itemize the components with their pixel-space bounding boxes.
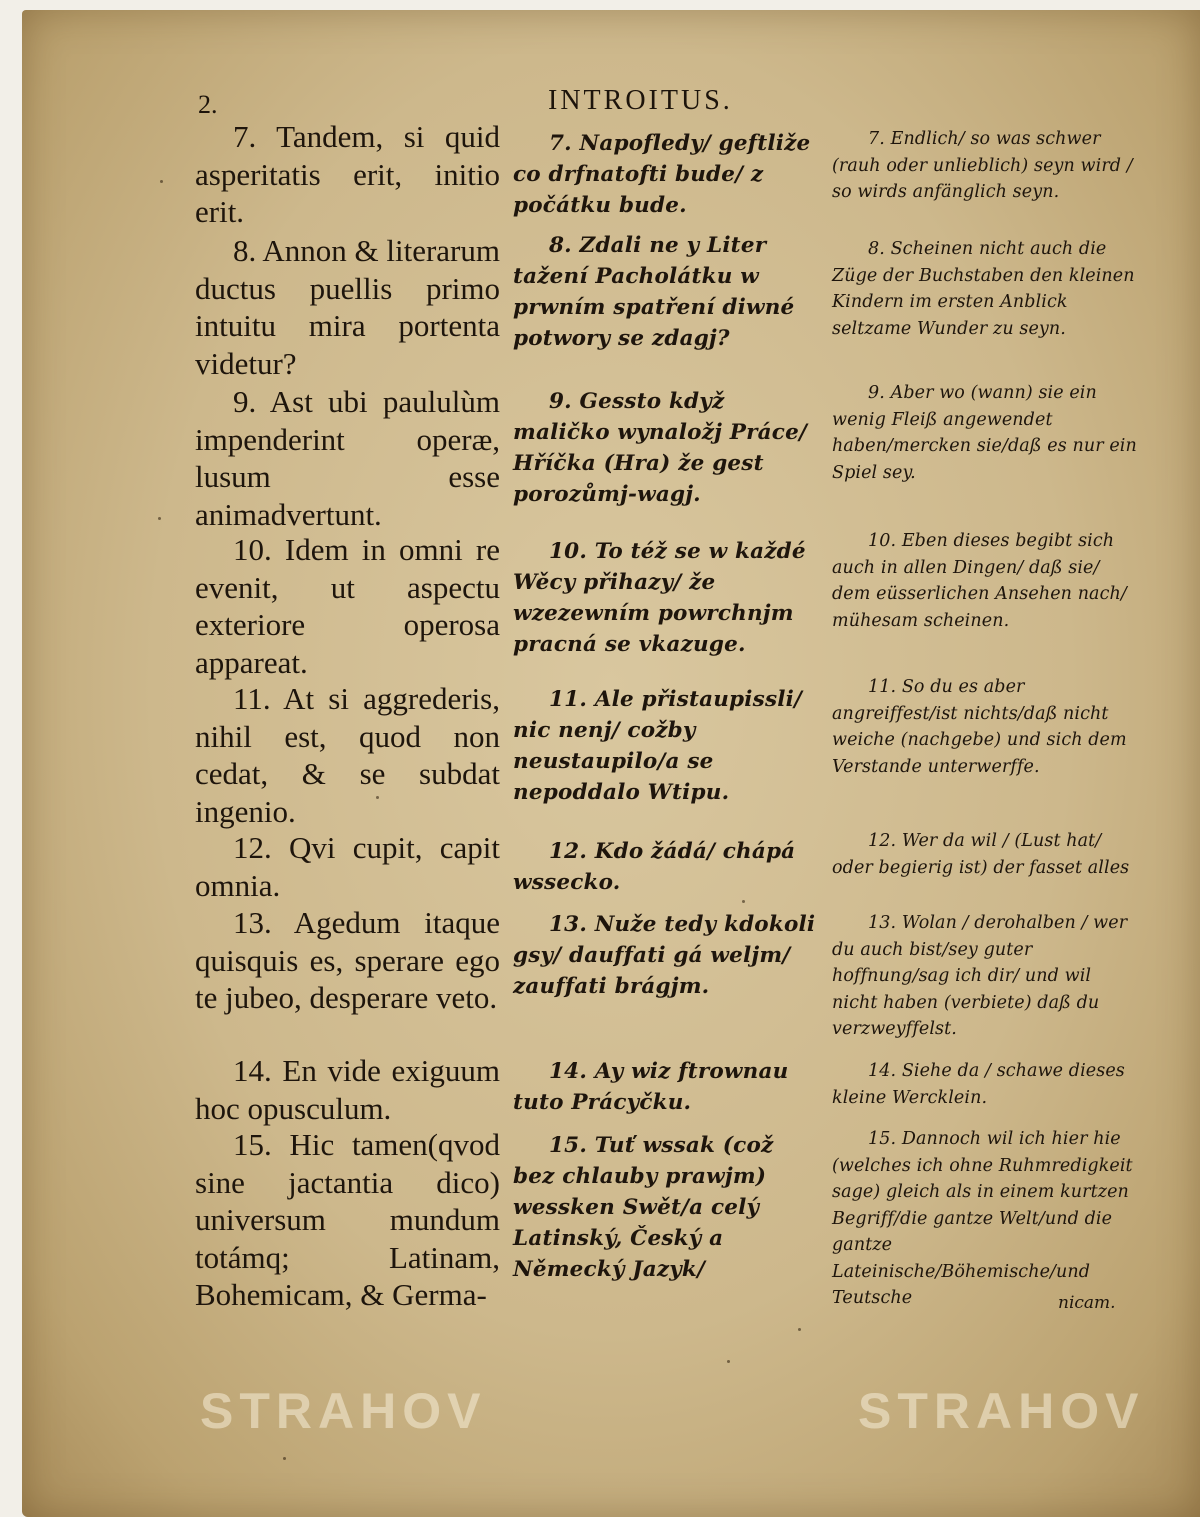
paragraph-text: Hic tamen(qvod sine jactantia dico) universum mundum totámq; Latinam, Bohemicam, & Germa- (195, 1127, 501, 1312)
library-watermark: STRAHOV (858, 1383, 1145, 1439)
page-number: 2. (198, 90, 218, 119)
paragraph-number: 11. (233, 681, 271, 716)
paragraph-number: 9. (549, 389, 572, 414)
paragraph-text: So du es aber angreiffest/ist nichts/daß nicht weiche (nachgebe) und sich dem Verstande unterwerffe. (832, 677, 1127, 777)
paragraph-text: Agedum itaque quisquis es, sperare ego te jubeo, desperare veto. (195, 905, 500, 1015)
paragraph-number: 15. (549, 1133, 588, 1158)
paragraph-number: 10. (233, 532, 272, 567)
paragraph-number: 13. (868, 913, 897, 933)
paragraph-number: 12. (868, 831, 897, 851)
paragraph-number: 11. (868, 677, 897, 697)
czech-paragraph-8 (513, 230, 818, 354)
paragraph-text: Qvi cupit, capit omnia. (195, 830, 501, 903)
paragraph-number: 7. (868, 129, 885, 149)
german-paragraph-10 (832, 528, 1140, 634)
paragraph-text: Tuť wssak (což bez chlauby prawjm) wessken Swět/a celý Latinský, Český a Německý Jazyk/ (513, 1133, 774, 1282)
czech-paragraph-10 (513, 536, 818, 660)
paragraph-text: Ast ubi paululùm impenderint operæ, lusum esse animadvertunt. (195, 384, 500, 532)
german-paragraph-7 (832, 126, 1140, 206)
paragraph-number: 13. (233, 905, 272, 940)
paragraph-text: To též se w každé Wěcy přihazy/ že wzezewním powrchnjm pracná se vkazuge. (513, 539, 806, 657)
paragraph-text: Tandem, si quid asperitatis erit, initio erit. (195, 119, 500, 229)
german-paragraph-8 (832, 236, 1140, 342)
paragraph-text: Aber wo (wann) sie ein wenig Fleiß angewendet haben/mercken sie/daß es nur ein Spiel sey. (832, 383, 1137, 483)
paragraph-text: Gessto když maličko wynaložj Práce/ Hříčka (Hra) že gest porozůmj-wagj. (513, 389, 808, 507)
paragraph-number: 12. (233, 830, 272, 865)
paragraph-number: 14. (233, 1053, 272, 1088)
running-head: INTROITUS. (548, 85, 733, 116)
paragraph-number: 10. (868, 531, 897, 551)
paragraph-number: 11. (549, 687, 588, 712)
paragraph-text: Annon & literarum ductus puellis primo intuitu mira portenta videtur? (195, 233, 500, 381)
paragraph-number: 15. (233, 1127, 272, 1162)
paragraph-number: 12. (549, 839, 588, 864)
latin-paragraph-13 (195, 904, 500, 1017)
paragraph-text: Eben dieses begibt sich auch in allen Dingen/ daß sie/ dem eüsserlichen Ansehen nach/ mühesam scheinen. (832, 531, 1127, 631)
paragraph-text: Ay wiz ftrownau tuto Prácyčku. (513, 1059, 789, 1115)
czech-paragraph-9 (513, 386, 818, 510)
paragraph-text: Nuže tedy kdokoli gsy/ dauffati gá weljm/ zauffati brágjm. (513, 912, 816, 999)
latin-paragraph-11 (195, 680, 500, 830)
paragraph-text: Scheinen nicht auch die Züge der Buchstaben den kleinen Kindern im ersten Anblick seltzame Wunder zu seyn. (832, 239, 1135, 339)
czech-paragraph-11 (513, 684, 818, 808)
paragraph-number: 9. (868, 383, 885, 403)
paragraph-text: Ale přistaupissli/ nic nenj/ cožby neustaupilo/a se nepoddalo Wtipu. (513, 687, 803, 805)
paragraph-text: Wer da wil / (Lust hat/ oder begierig ist) der fasset alles (832, 831, 1130, 878)
paragraph-text: Siehe da / schawe dieses kleine Wercklein. (832, 1061, 1125, 1108)
paragraph-text: Dannoch wil ich hier hie (welches ich ohne Ruhmredigkeit sage) gleich als in einem kurtzen Begriff/die gantze Welt/und die gantze Lateinische/Böhemische/und Teutsche (832, 1129, 1133, 1308)
paragraph-text: Idem in omni re evenit, ut aspectu exteriore operosa appareat. (195, 532, 500, 680)
czech-paragraph-12 (513, 836, 818, 898)
paragraph-number: 15. (868, 1129, 897, 1149)
latin-paragraph-9 (195, 383, 500, 533)
paragraph-number: 7. (233, 119, 257, 154)
paragraph-text: Wolan / derohalben / wer du auch bist/sey guter hoffnung/sag ich dir/ und wil nicht haben (verbiete) daß du verzweyffelst. (832, 913, 1128, 1039)
czech-paragraph-7 (513, 128, 818, 221)
paragraph-number: 9. (233, 384, 257, 419)
czech-paragraph-15 (513, 1130, 818, 1285)
latin-paragraph-10 (195, 531, 500, 681)
paragraph-number: 8. (233, 233, 257, 268)
paragraph-number: 8. (549, 233, 572, 258)
german-paragraph-11 (832, 674, 1140, 780)
paragraph-number: 10. (549, 539, 588, 564)
paragraph-text: Endlich/ so was schwer (rauh oder unlieblich) seyn wird / so wirds anfänglich seyn. (832, 129, 1133, 202)
paragraph-number: 14. (549, 1059, 588, 1084)
paragraph-number: 14. (868, 1061, 897, 1081)
latin-paragraph-12 (195, 829, 500, 904)
paragraph-text: Napofledy/ geftliže co drfnatofti bude/ z počátku bude. (513, 131, 811, 218)
paragraph-number: 7. (549, 131, 572, 156)
paragraph-text: Zdali ne y Liter tažení Pacholátku w prwním spatření diwné potwory se zdagj? (513, 233, 795, 351)
czech-paragraph-13 (513, 909, 818, 1002)
german-paragraph-15 (832, 1126, 1140, 1312)
german-paragraph-9 (832, 380, 1140, 486)
german-catchword: nicam. (1058, 1293, 1116, 1313)
library-watermark: STRAHOV (200, 1383, 487, 1439)
german-paragraph-14 (832, 1058, 1140, 1111)
paragraph-text: Kdo žádá/ chápá wssecko. (513, 839, 796, 895)
latin-paragraph-8 (195, 232, 500, 382)
czech-paragraph-14 (513, 1056, 818, 1118)
latin-paragraph-14 (195, 1052, 500, 1127)
german-paragraph-12 (832, 828, 1140, 881)
paragraph-text: En vide exiguum hoc opusculum. (195, 1053, 501, 1126)
latin-paragraph-7 (195, 118, 500, 231)
latin-paragraph-15 (195, 1126, 500, 1314)
paragraph-text: At si aggrederis, nihil est, quod non cedat, & se subdat ingenio. (195, 681, 500, 829)
paragraph-number: 13. (549, 912, 588, 937)
paragraph-number: 8. (868, 239, 885, 259)
german-paragraph-13 (832, 910, 1140, 1043)
